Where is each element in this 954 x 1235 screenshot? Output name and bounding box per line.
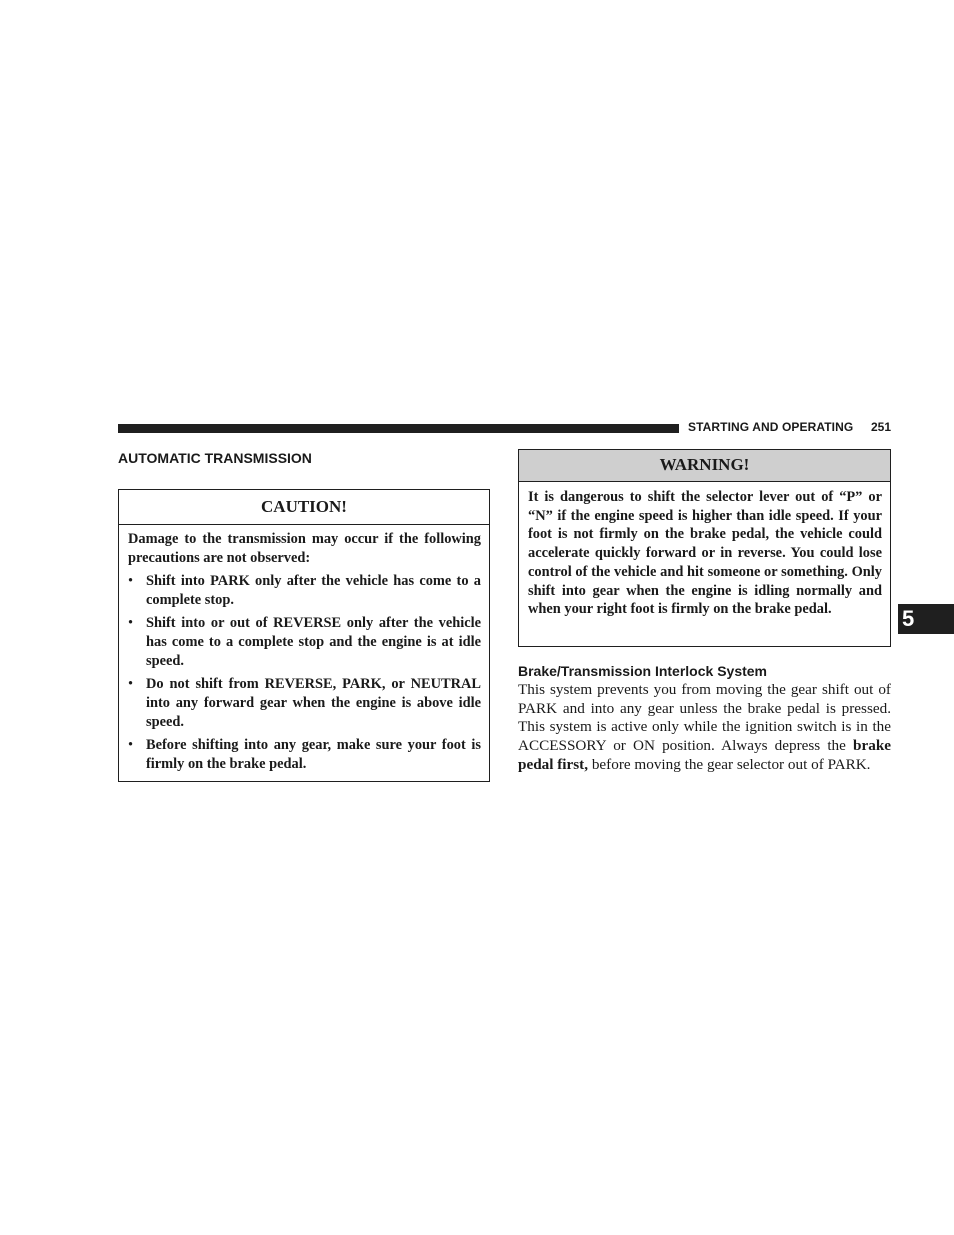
caution-item-text: Before shifting into any gear, make sure your foot is firmly on the brake pedal. — [146, 737, 481, 772]
interlock-text-before: This system prevents you from moving the gear shift out of PARK and into any gear unless the brake pedal is pressed. This system is active only while the ignition switch is in the ACCESSORY or ON position. Always depress the — [518, 681, 891, 755]
warning-box — [518, 449, 891, 647]
bullet-icon: • — [128, 573, 134, 589]
warning-heading: WARNING! — [519, 450, 890, 482]
caution-list — [128, 572, 481, 774]
running-header-section: STARTING AND OPERATING — [688, 420, 854, 434]
page-number: 251 — [870, 420, 891, 434]
section-title: AUTOMATIC TRANSMISSION — [118, 450, 312, 466]
caution-item — [128, 675, 481, 732]
bullet-icon: • — [128, 676, 134, 692]
caution-item-text: Do not shift from REVERSE, PARK, or NEUTRAL into any forward gear when the engine is above idle speed. — [146, 676, 481, 730]
caution-item-text: Shift into PARK only after the vehicle has come to a complete stop. — [146, 573, 481, 608]
caution-heading: CAUTION! — [119, 490, 489, 525]
interlock-paragraph — [518, 681, 891, 775]
caution-intro: Damage to the transmission may occur if the following precautions are not observed: — [128, 531, 481, 566]
caution-item-text: Shift into or out of REVERSE only after the vehicle has come to a complete stop and the engine is at idle speed. — [146, 615, 481, 669]
chapter-tab: 5 — [898, 604, 954, 634]
caution-body — [119, 525, 489, 774]
caution-item — [128, 614, 481, 671]
interlock-text-after: before moving the gear selector out of PARK. — [591, 755, 871, 773]
interlock-heading: Brake/Transmission Interlock System — [518, 663, 767, 679]
caution-item — [128, 572, 481, 610]
header-rule — [118, 424, 679, 433]
bullet-icon: • — [128, 615, 134, 631]
interlock-text-bold: brake pedal first, — [518, 737, 891, 773]
caution-item — [128, 736, 481, 774]
caution-box — [118, 489, 490, 782]
bullet-icon: • — [128, 737, 134, 753]
warning-text: It is dangerous to shift the selector lever out of “P” or “N” if the engine speed is higher than idle speed. If your foot is not firmly on the brake pedal, the vehicle could accelerate quickly forward or in reverse. You could lose control of the vehicle and hit someone or something. Only shift into gear when the engine is idling normally and when your right foot is firmly on the brake pedal. — [528, 489, 882, 618]
